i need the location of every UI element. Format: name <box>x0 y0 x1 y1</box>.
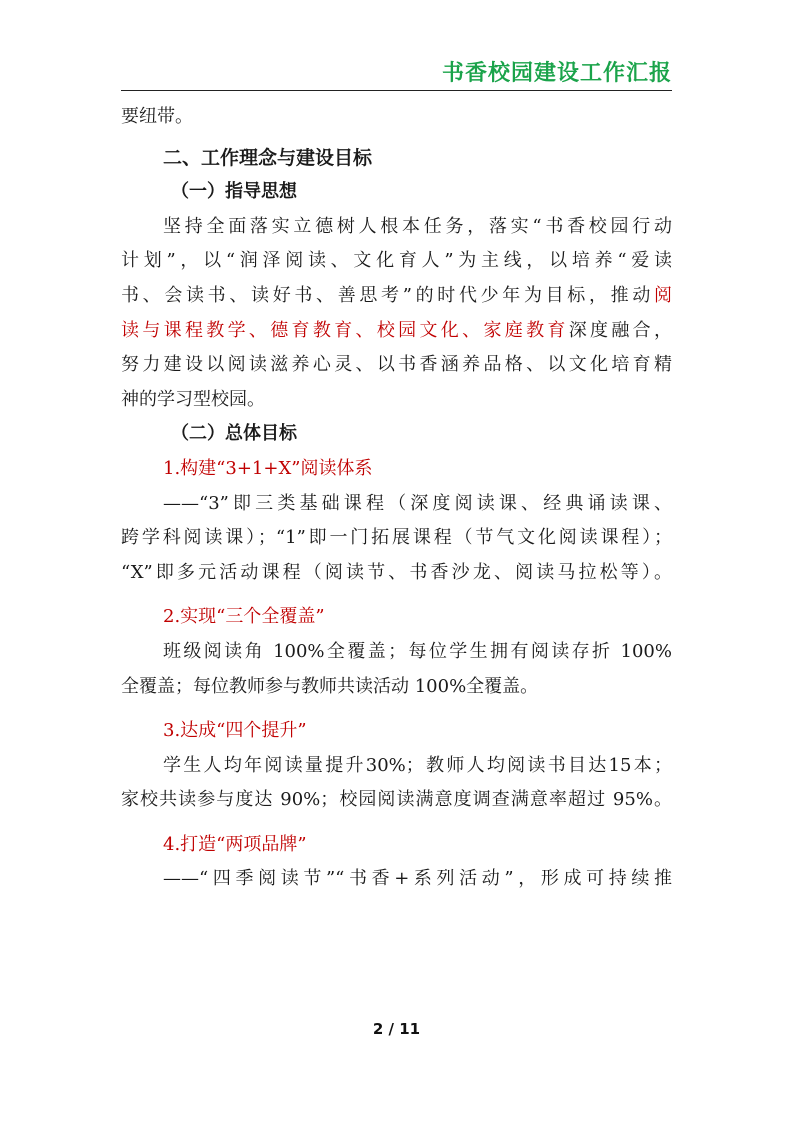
subsection-heading: （二）总体目标 <box>171 423 297 445</box>
paragraph-line: 神的学习型校园。 <box>121 388 265 410</box>
paragraph-line: 努力建设以阅读滋养心灵、以书香涵养品格、以文化培育精 <box>121 354 672 376</box>
paragraph-line: 计划”，以“润泽阅读、文化育人”为主线，以培养“爱读 <box>121 250 672 272</box>
section-heading: 二、工作理念与建设目标 <box>163 146 373 169</box>
goal-heading: 3.达成“四个提升” <box>163 720 307 742</box>
running-header-title: 书香校园建设工作汇报 <box>441 61 672 86</box>
paragraph-line: 班级阅读角 100%全覆盖；每位学生拥有阅读存折 100% <box>163 640 672 662</box>
subsection-heading: （一）指导思想 <box>171 181 297 203</box>
goal-heading: 2.实现“三个全覆盖” <box>163 606 325 628</box>
header-divider <box>121 90 672 91</box>
paragraph-line: 要纽带。 <box>121 106 193 127</box>
paragraph-line: 家校共读参与度达 90%；校园阅读满意度调查满意率超过 95%。 <box>121 789 672 811</box>
paragraph-line: 全覆盖；每位教师参与教师共读活动 100%全覆盖。 <box>121 675 539 697</box>
highlighted-text: 读与课程教学、德育教育、校园文化、家庭教育 <box>121 319 569 341</box>
paragraph-line: 跨学科阅读课）；“1”即一门拓展课程（节气文化阅读课程）； <box>121 527 672 549</box>
document-body <box>121 100 672 897</box>
paragraph-line: ——“四季阅读节”“书香+系列活动”，形成可持续推 <box>163 868 672 890</box>
text-run: 书、会读书、读好书、善思考”的时代少年为目标，推动 <box>121 284 654 306</box>
text-run: 深度融合， <box>568 319 672 341</box>
highlighted-text: 阅 <box>654 284 672 306</box>
paragraph-line <box>121 279 672 314</box>
paragraph-line: 坚持全面落实立德树人根本任务，落实“书香校园行动 <box>163 215 672 237</box>
paragraph-line: “X”即多元活动课程（阅读节、书香沙龙、阅读马拉松等）。 <box>121 561 672 583</box>
paragraph-line <box>121 314 672 349</box>
goal-heading: 4.打造“两项品牌” <box>163 833 307 855</box>
paragraph-line: ——“3”即三类基础课程（深度阅读课、经典诵读课、 <box>163 492 672 514</box>
paragraph-line: 学生人均年阅读量提升30%；教师人均阅读书目达15本； <box>163 754 672 776</box>
page-number: 2 / 11 <box>372 1020 421 1038</box>
goal-heading: 1.构建“3+1+X”阅读体系 <box>163 457 373 479</box>
